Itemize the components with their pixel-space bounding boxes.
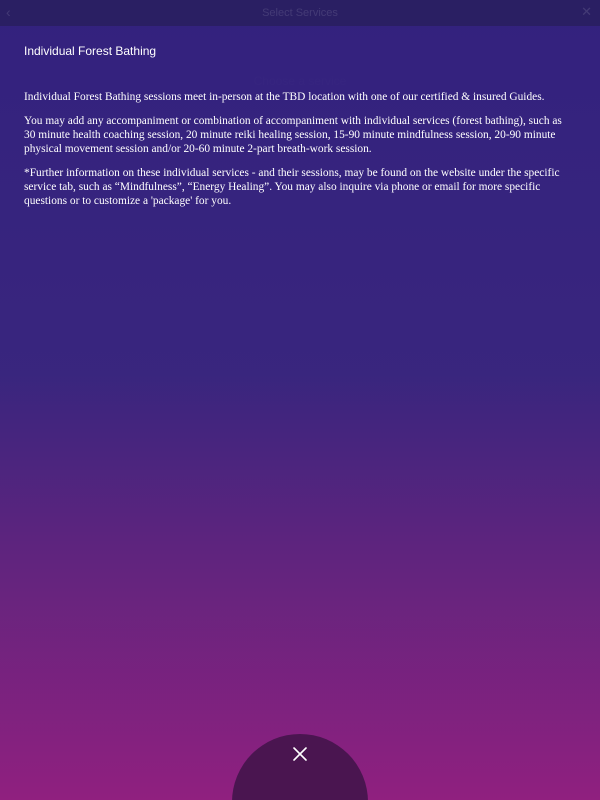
background-close-icon: ✕ [581,4,592,19]
close-icon [292,746,308,762]
modal-description [24,90,576,218]
background-nav-title: Select Services [262,7,338,19]
service-info-modal [0,26,600,800]
back-chevron-icon: ‹ [6,4,11,20]
description-paragraph: You may add any accompaniment or combination of accompaniment with individual services (forest bathing), such as 30 minute health coaching session, 20 minute reiki healing session, 15-90 minute mindfulness session, 20-90 minute physical movement session and/or 20-60 minute 2-part breath-work session. [24,115,562,155]
description-paragraph: *Further information on these individual services - and their sessions, may be found on the website under the specific service tab, such as “Mindfulness”, “Energy Healing”. You may also inquire via phone or email for more specific questions or to customize a 'package' for you. [24,167,560,207]
modal-title: Individual Forest Bathing [24,44,157,58]
background-nav-bar [0,0,600,26]
description-paragraph: Individual Forest Bathing sessions meet in-person at the TBD location with one of our certified & insured Guides. [24,91,545,103]
